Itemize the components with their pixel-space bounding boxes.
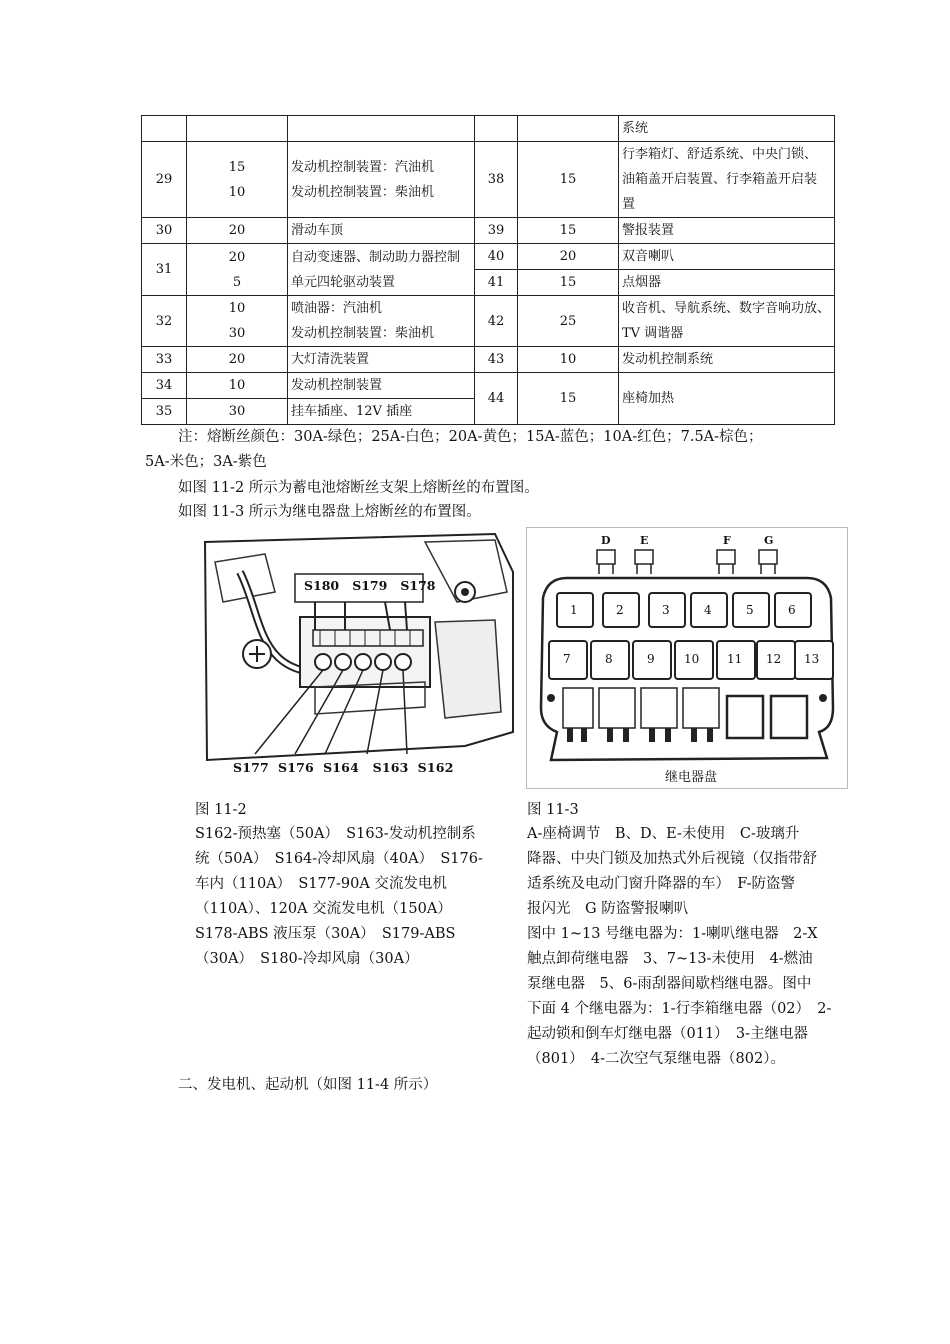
fuse-label-s164: S164 (323, 760, 359, 775)
cell-line: 20 (228, 249, 246, 265)
desc-line: 起动锁和倒车灯继电器（011） 3-主继电器 (527, 1026, 809, 1042)
cell-line: 30 (228, 326, 246, 341)
relay-number: 10 (684, 652, 700, 666)
cell-line: 发动机控制装置：柴油机 (291, 326, 435, 341)
relay-panel-label: 继电器盘 (665, 770, 718, 785)
relay-number: 13 (804, 652, 820, 666)
table-row (142, 296, 835, 347)
desc-line: S162-预热塞（50A） S163-发动机控制系 (195, 826, 476, 842)
desc-line: 图中 1~13 号继电器为：1-喇叭继电器 2-X (527, 926, 818, 942)
table-cell (187, 142, 288, 218)
fuse-label-s177: S177 (233, 760, 269, 775)
desc-line: 适系统及电动门窗升降器的车） F-防盗警 (527, 876, 796, 892)
table-cell: 发动机控制装置 (288, 373, 475, 399)
table-cell (619, 296, 835, 347)
relay-number: 12 (766, 652, 782, 666)
table-cell (288, 244, 475, 296)
table-cell: 双音喇叭 (619, 244, 835, 270)
relay-number: 2 (616, 603, 624, 617)
intro-paragraph-1: 如图 11-2 所示为蓄电池熔断丝支架上熔断丝的布置图。 (178, 480, 539, 496)
table-cell: 20 (187, 218, 288, 244)
table-cell (619, 142, 835, 218)
desc-line: S178-ABS 液压泵（30A） S179-ABS (195, 926, 456, 942)
desc-line: 降器、中央门锁及加热式外后视镜（仅指带舒 (527, 851, 817, 867)
table-cell (142, 116, 187, 142)
table-cell: 发动机控制系统 (619, 347, 835, 373)
desc-line: 触点卸荷继电器 3、7~13-未使用 4-燃油 (527, 951, 813, 967)
table-cell: 警报装置 (619, 218, 835, 244)
section-heading: 二、发电机、起动机（如图 11-4 所示） (178, 1077, 438, 1093)
table-cell: 40 (475, 244, 518, 270)
connector-label-d: D (601, 534, 611, 547)
table-cell: 39 (475, 218, 518, 244)
desc-line: （30A） S180-冷却风扇（30A） (195, 951, 419, 967)
table-cell: 43 (475, 347, 518, 373)
table-cell (187, 116, 288, 142)
table-cell: 15 (518, 218, 619, 244)
table-cell (288, 142, 475, 218)
fuse-label-s163: S163 (372, 760, 409, 775)
cell-line: 置 (622, 197, 636, 212)
desc-line: 统（50A） S164-冷却风扇（40A） S176- (195, 851, 483, 867)
figure-11-3-caption: 图 11-3 (527, 802, 579, 818)
table-cell: 35 (142, 399, 187, 425)
fuse-label-s176: S176 (278, 760, 314, 775)
figure-11-2-caption: 图 11-2 (195, 802, 247, 818)
table-cell: 10 (187, 373, 288, 399)
desc-line: 报闪光 G 防盗警报喇叭 (527, 901, 689, 917)
table-cell: 10 (518, 347, 619, 373)
table-cell: 20 (187, 347, 288, 373)
table-cell (288, 116, 475, 142)
fuse-label-s180: S180 (304, 578, 340, 593)
table-cell (187, 296, 288, 347)
cell-line: 发动机控制装置：柴油机 (291, 184, 435, 200)
table-row (142, 244, 835, 270)
desc-line: （801） 4-二次空气泵继电器（802）。 (527, 1051, 785, 1067)
table-row (142, 116, 835, 142)
table-cell: 大灯清洗装置 (288, 347, 475, 373)
desc-line: 下面 4 个继电器为：1-行李箱继电器（02） 2- (527, 1001, 832, 1017)
cell-line: 喷油器：汽油机 (291, 301, 383, 316)
note-line-2: 5A-米色；3A-紫色 (145, 454, 267, 470)
table-cell: 30 (142, 218, 187, 244)
table-cell (288, 296, 475, 347)
connector-label-g: G (764, 534, 774, 547)
cell-line: 5 (232, 274, 242, 290)
connector-label-f: F (723, 534, 731, 547)
relay-number: 5 (746, 603, 754, 617)
table-cell: 15 (518, 142, 619, 218)
relay-number: 7 (563, 652, 571, 666)
desc-line: 车内（110A） S177-90A 交流发电机 (195, 876, 447, 892)
table-cell (187, 244, 288, 296)
table-cell: 挂车插座、12V 插座 (288, 399, 475, 425)
table-row (142, 373, 835, 399)
desc-line: A-座椅调节 B、D、E-未使用 C-玻璃升 (527, 826, 800, 842)
figure-11-2-description (195, 822, 510, 972)
intro-paragraph-2: 如图 11-3 所示为继电器盘上熔断丝的布置图。 (178, 504, 481, 520)
table-cell: 29 (142, 142, 187, 218)
table-cell: 38 (475, 142, 518, 218)
relay-number: 1 (570, 603, 578, 617)
fuse-label-s178: S178 (400, 578, 436, 593)
table-cell (475, 116, 518, 142)
relay-number: 11 (727, 652, 743, 666)
table-cell: 44 (475, 373, 518, 425)
table-cell: 34 (142, 373, 187, 399)
cell-line: 15 (228, 159, 246, 175)
desc-line: （110A）、120A 交流发电机（150A） (195, 901, 452, 917)
table-cell: 滑动车顶 (288, 218, 475, 244)
table-cell: 32 (142, 296, 187, 347)
figure-11-3 (526, 527, 848, 789)
cell-line: 10 (228, 184, 246, 200)
fuse-label-s162: S162 (417, 760, 454, 775)
table-cell: 点烟器 (619, 270, 835, 296)
fuse-table (141, 115, 835, 425)
table-cell: 42 (475, 296, 518, 347)
fuse-label-s179: S179 (352, 578, 388, 593)
table-cell: 33 (142, 347, 187, 373)
table-cell: 15 (518, 270, 619, 296)
relay-number: 4 (704, 603, 712, 617)
table-row (142, 218, 835, 244)
cell-line: 行李箱灯、舒适系统、中央门锁、 (622, 147, 818, 162)
table-cell: 座椅加热 (619, 373, 835, 425)
cell-line: 油箱盖开启装置、行李箱盖开启装 (622, 172, 818, 187)
table-cell: 30 (187, 399, 288, 425)
cell-line: 收音机、导航系统、数字音响功放、 (622, 301, 831, 316)
table-cell: 25 (518, 296, 619, 347)
table-cell: 41 (475, 270, 518, 296)
relay-number: 8 (605, 652, 613, 666)
cell-line: 单元四轮驱动装置 (291, 274, 396, 290)
note-line-1: 注：熔断丝颜色：30A-绿色；25A-白色；20A-黄色；15A-蓝色；10A-红色；7.5A-棕色； (178, 429, 763, 445)
table-cell: 20 (518, 244, 619, 270)
relay-number: 6 (788, 603, 796, 617)
figure-11-3-description (527, 822, 857, 1072)
cell-line: 10 (228, 301, 246, 316)
desc-line: 泵继电器 5、6-雨刮器间歇档继电器。图中 (527, 976, 812, 992)
table-cell: 系统 (619, 116, 835, 142)
figure-11-2 (195, 532, 517, 788)
cell-line: TV 调谐器 (622, 326, 684, 341)
connector-label-e: E (640, 534, 649, 547)
table-row (142, 142, 835, 218)
table-cell: 31 (142, 244, 187, 296)
relay-number: 3 (662, 603, 670, 617)
table-row (142, 347, 835, 373)
table-cell (518, 116, 619, 142)
cell-line: 自动变速器、制动助力器控制 (291, 249, 461, 265)
table-cell: 15 (518, 373, 619, 425)
battery-fuse-holder-drawing (195, 532, 517, 788)
relay-number: 9 (647, 652, 655, 666)
cell-line: 发动机控制装置：汽油机 (291, 159, 435, 175)
